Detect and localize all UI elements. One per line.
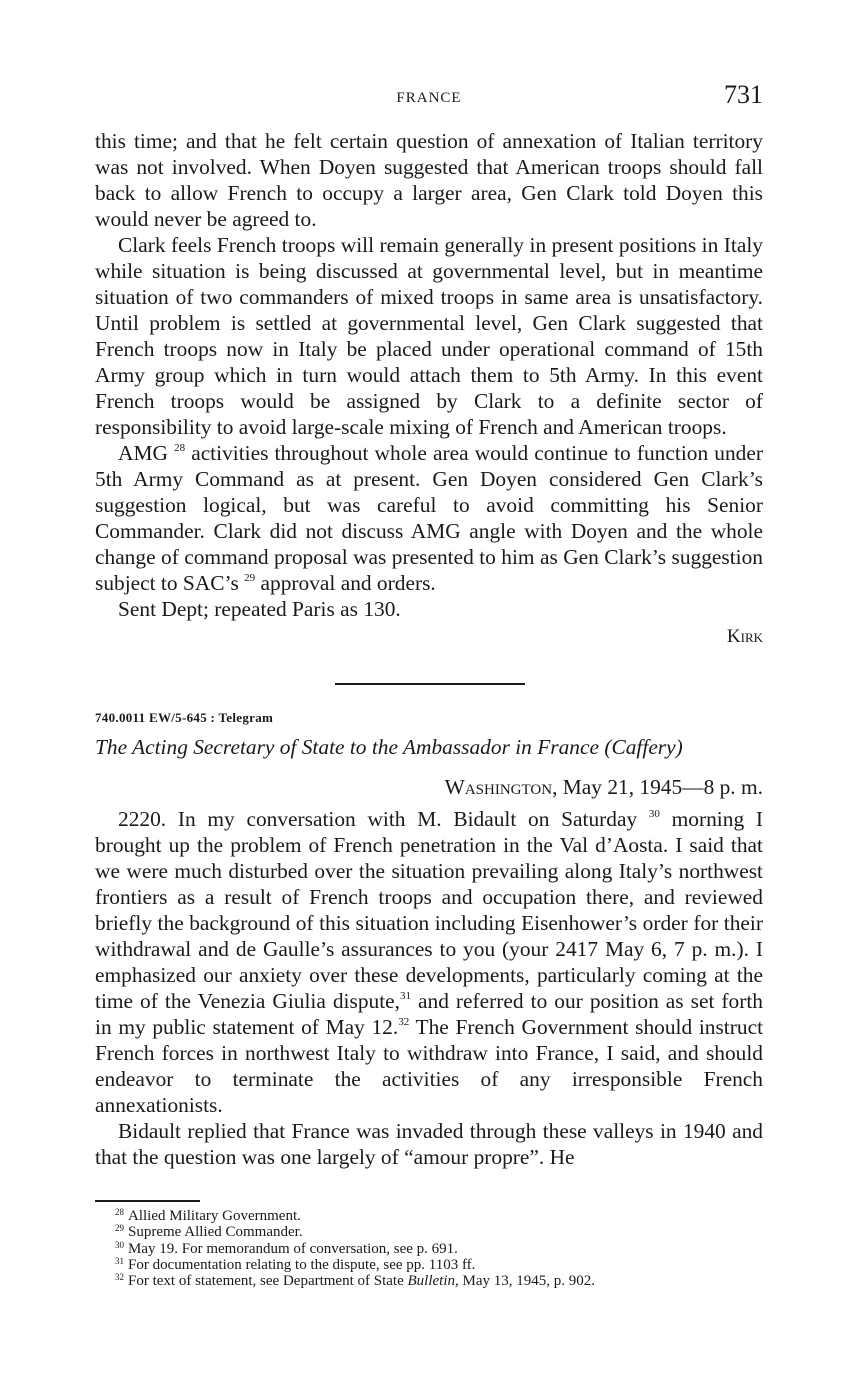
footnote-ref-30: 30 (648, 808, 660, 820)
text-run: AMG (118, 441, 168, 465)
footnote-text: For text of statement, see Department of State (128, 1273, 408, 1290)
running-head: FRANCE (396, 90, 462, 106)
document-reference: 740.0011 EW/5-645 : Telegram (95, 710, 274, 725)
footnote-number: 31 (115, 1255, 124, 1266)
footnote-text-italic: Bulletin (407, 1273, 455, 1290)
footnote-text: , May 13, 1945, p. 902. (455, 1273, 595, 1290)
body-text-section-1 (95, 128, 763, 650)
footnote-number: 28 (115, 1207, 124, 1217)
footnote-number: 32 (115, 1272, 124, 1283)
footnote-ref-29: 29 (244, 572, 256, 584)
footnote-text: For documentation relating to the dispute, see pp. 1103 ff. (128, 1256, 476, 1273)
text-run: morning I brought up the problem of French penetration in the Val d’Aosta. I said that we were much disturbed over the situation prevailing along Italy’s northwest frontiers as a result of French troops and occupation there, and reviewed briefly the background of this situation including Eisenhower’s order for their withdrawal and de Gaulle’s assurances to you (your 2417 May 6, 7 p. m.). I emphasized our anxiety over these developments, particularly coming at the time of the Venezia Giulia dispute, (95, 807, 763, 1013)
footnote-32 (115, 1273, 775, 1289)
footnote-ref-28: 28 (174, 442, 186, 454)
paragraph (95, 806, 763, 1118)
footnote-30 (115, 1241, 775, 1257)
document-title: The Acting Secretary of State to the Ambassador in France (Caffery) (95, 735, 683, 759)
footnote-number: 30 (115, 1239, 124, 1250)
place: Washington (444, 775, 553, 799)
text-run: activities throughout whole area would continue to function under 5th Army Command as at present. Gen Doyen considered Gen Clark’s suggestion logical, but was careful to avoid committing his Senior Commander. Clark did not discuss AMG angle with Doyen and the whole change of command proposal was presented to him as Gen Clark’s suggestion subject to SAC’s (95, 441, 763, 595)
footnote-text: May 19. For memorandum of conversation, see p. 691. (128, 1240, 458, 1257)
footnote-number: 29 (115, 1223, 124, 1234)
text-run: 2220. In my conversation with M. Bidault on Saturday (118, 807, 638, 831)
text-run: and referred to our position as set forth in my public statement of May 12. (95, 989, 763, 1039)
page-header (95, 80, 763, 114)
paragraph: Clark feels French troops will remain generally in present positions in Italy while situation is being discussed at governmental level, but in meantime situation of two commanders of mixed troops in same area is unsatisfactory. Until problem is settled at governmental level, Gen Clark suggested that French troops now in Italy be placed under operational command of 15th Army group which in turn would attach them to 5th Army. In this event French troops would be assigned by Clark to a definite sector of responsibility to avoid large-scale mixing of French and American troops. (95, 233, 763, 439)
body-text-section-2 (95, 806, 763, 1170)
footnote-text: Supreme Allied Commander. (128, 1224, 303, 1241)
page-number: 731 (724, 80, 763, 109)
footnote-31 (115, 1257, 775, 1273)
footnote-ref-32: 32 (398, 1016, 410, 1028)
text-run: The French Government should instruct French forces in northwest Italy to withdraw into France, I said, and should endeavor to terminate the activities of any irresponsible French annexationists. (95, 1015, 764, 1117)
footnotes (115, 1208, 775, 1289)
text-run: approval and orders. (255, 571, 436, 595)
paragraph: Sent Dept; repeated Paris as 130. (118, 597, 401, 621)
footnote-29 (115, 1224, 775, 1240)
signature: Kirk (726, 626, 763, 647)
place-date (445, 775, 763, 800)
footnote-text: Allied Military Government. (128, 1208, 301, 1224)
paragraph: this time; and that he felt certain question of annexation of Italian territory was not involved. When Doyen suggested that American troops should fall back to allow French to occupy a larger area, Gen Clark told Doyen this would never be agreed to. (95, 129, 763, 231)
section-divider (335, 683, 525, 685)
paragraph (95, 440, 763, 596)
footnote-28 (115, 1208, 775, 1224)
date: , May 21, 1945—8 p. m. (552, 775, 763, 799)
footnote-ref-31: 31 (400, 990, 411, 1002)
footnote-divider (95, 1200, 200, 1202)
paragraph: Bidault replied that France was invaded through these valleys in 1940 and that the question was one largely of “amour propre”. He (95, 1119, 763, 1169)
